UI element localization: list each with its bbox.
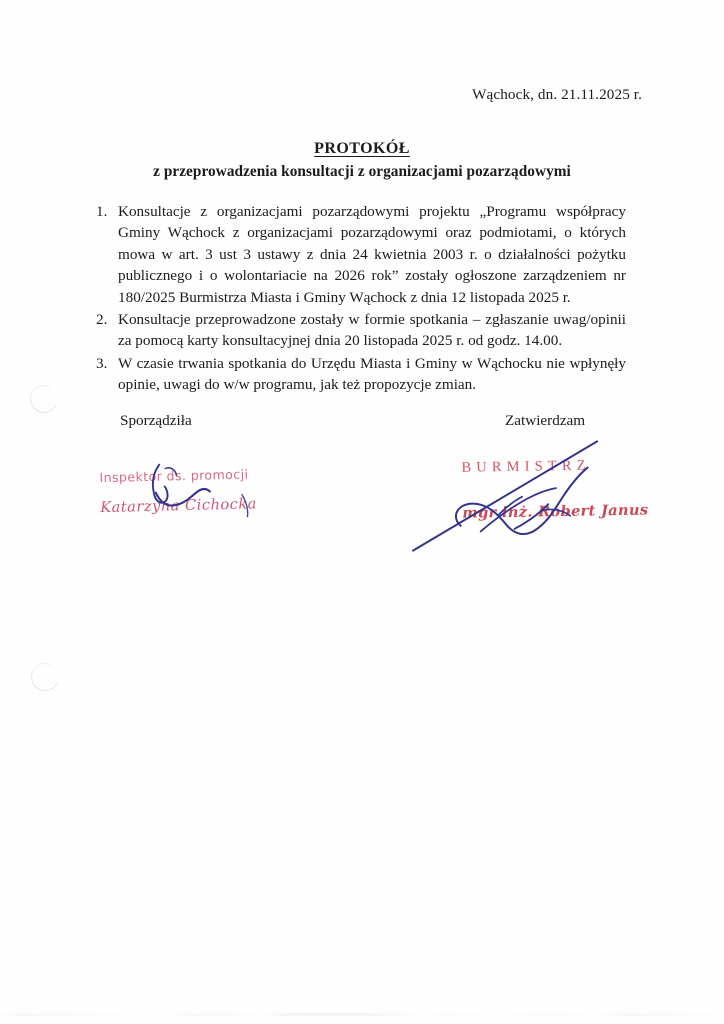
stamp-position-line: Inspektor ds. promocji: [99, 466, 249, 486]
approved-by-label: Zatwierdzam: [505, 412, 586, 429]
handwritten-signature-right: [401, 434, 653, 558]
stamp-mayor: [461, 456, 662, 529]
list-item: [96, 309, 626, 352]
list-item-text: Konsultacje przeprowadzone zostały w formie spotkania – zgłaszanie uwag/opinii za pomocą karty konsultacyjnej dnia 20 listopada 2025 r. od godz. 14.00.: [118, 311, 626, 350]
title-block: [0, 140, 724, 181]
list-item: [96, 201, 626, 308]
hole-punch-mark-bottom: [27, 659, 63, 695]
prepared-by-label: Sporządziła: [120, 412, 192, 429]
list-item-text: W czasie trwania spotkania do Urzędu Miasta i Gminy w Wąchocku nie wpłynęły opinie, uwagi do w/w programu, jak też propozycje zmian.: [118, 354, 626, 394]
list-item-marker: 1.: [96, 203, 108, 220]
page-subtitle: z przeprowadzenia konsultacji z organizacjami pozarządowymi: [153, 163, 571, 180]
list-item-text: Konsultacje z organizacjami pozarządowymi projektu „Programu współpracy Gminy Wąchock z organizacjami pozarządowymi oraz podmiotami, o których mowa w art. 3 ust 3 ustawy z dnia 24 kwietnia 2003 r. o działalności pożytku publicznego i o wolontariacie na 2026 rok” zostały ogłoszone zarządzeniem nr 180/2025 Burmistrza Miasta i Gminy Wąchock z dnia 12 listopada 2025 r.: [118, 203, 626, 306]
scan-edge-artifact: [0, 1013, 724, 1016]
list-item: [96, 353, 626, 396]
page-title: PROTOKÓŁ: [314, 140, 410, 157]
list-item-marker: 2.: [96, 311, 108, 329]
stamp-name-line: mgr inż. Robert Janus: [462, 501, 649, 522]
signature-labels: [0, 412, 724, 432]
stamp-title-line: BURMISTRZ: [461, 457, 591, 476]
stamp-inspector: [99, 466, 275, 530]
numbered-list: [96, 201, 626, 397]
list-item-marker: 3.: [96, 354, 108, 372]
stamp-name-line: Katarzyna Cichocka: [100, 495, 258, 517]
place-and-date: Wąchock, dn. 21.11.2025 r.: [472, 86, 642, 103]
